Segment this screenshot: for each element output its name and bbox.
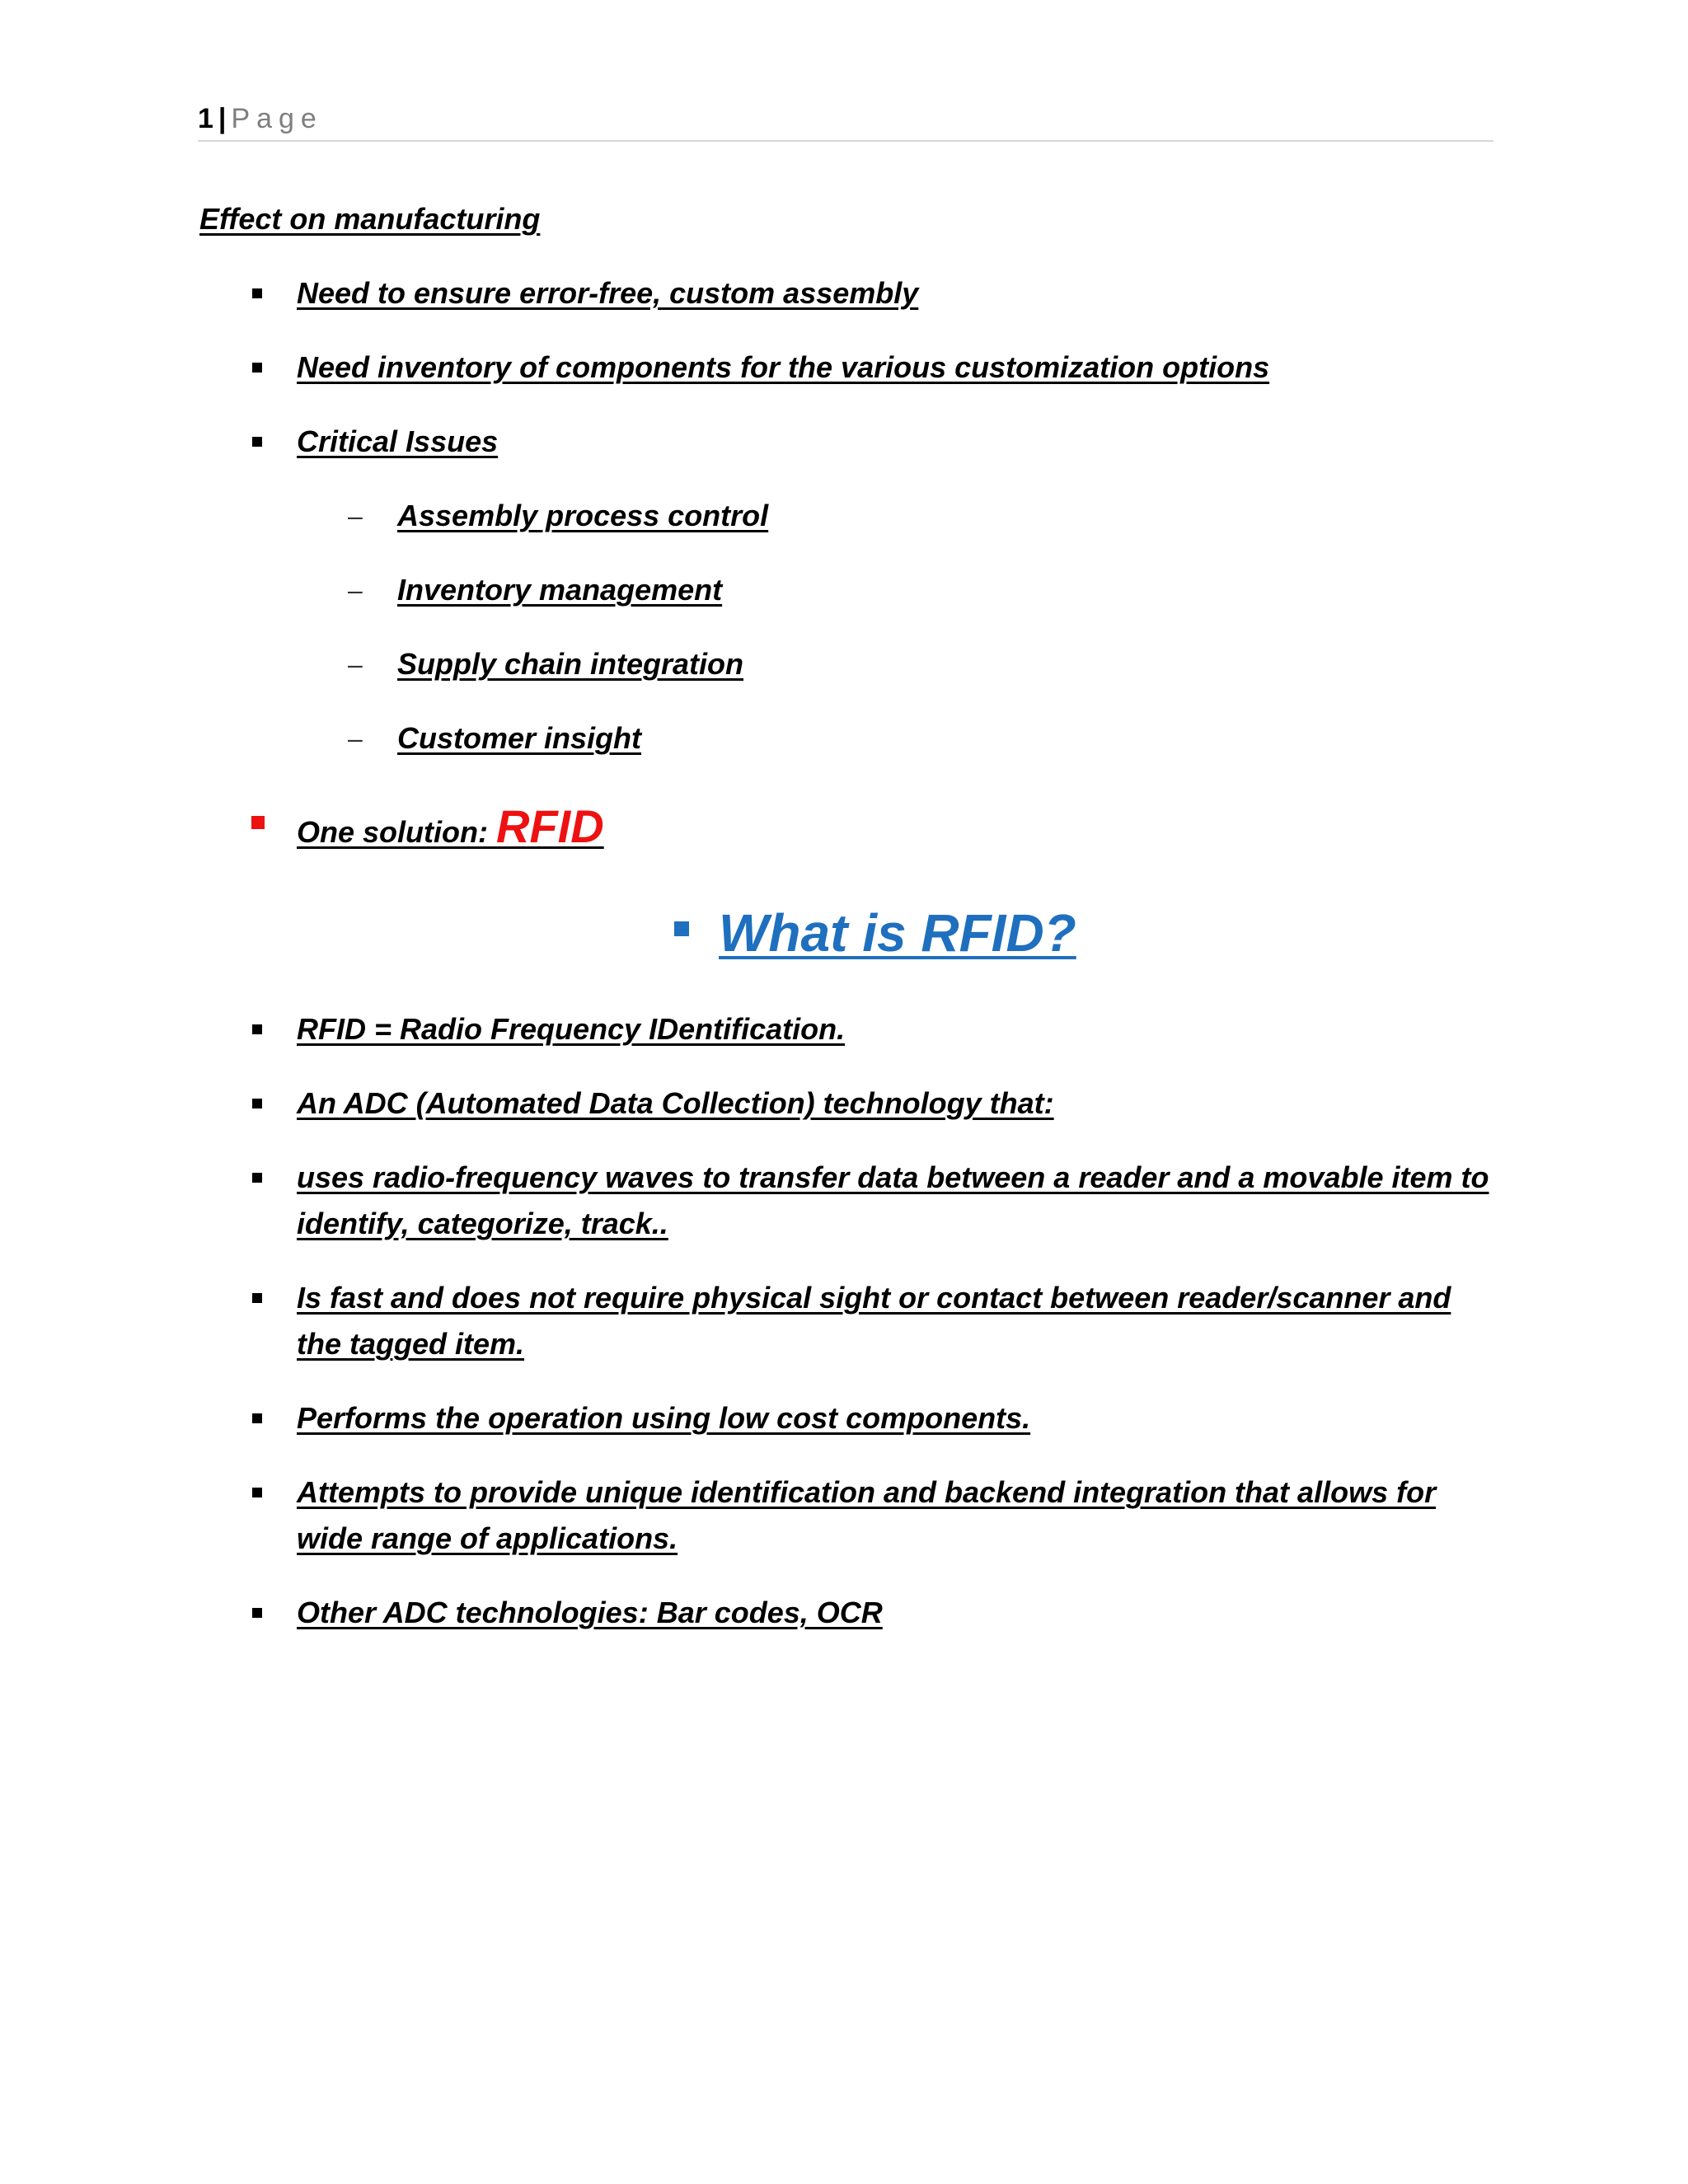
section-title: Effect on manufacturing	[199, 202, 541, 236]
sub-list-item	[348, 567, 1469, 613]
list-item	[297, 1275, 1500, 1367]
dash-bullet-icon: –	[348, 575, 363, 605]
dash-bullet-icon: –	[348, 724, 363, 753]
rfid-heading-text: What is RFID?	[719, 903, 1076, 963]
blue-square-bullet-icon	[674, 921, 689, 936]
square-bullet-icon	[252, 1608, 262, 1618]
page-number: 1	[198, 103, 213, 134]
sub-list-item-text: Customer insight	[397, 721, 642, 755]
list-item	[297, 270, 1500, 316]
list-item-text: Need inventory of components for the various customization options	[297, 350, 1270, 384]
solution-text	[297, 800, 604, 852]
sub-list-item	[348, 641, 1469, 687]
red-square-bullet-icon	[251, 816, 265, 829]
list-item-text: uses radio-frequency waves to transfer data between a reader and a movable item to identify, categorize, track..	[297, 1160, 1489, 1240]
square-bullet-icon	[252, 1413, 262, 1423]
list-item	[297, 344, 1500, 391]
list-item	[297, 419, 1500, 465]
sub-list-item-text: Assembly process control	[397, 499, 769, 532]
list-item	[297, 1080, 1500, 1127]
sub-list-item	[348, 715, 1469, 762]
list-item-text: Is fast and does not require physical sight or contact between reader/scanner and the tagged item.	[297, 1281, 1451, 1361]
square-bullet-icon	[252, 1024, 262, 1034]
list-item-text: Performs the operation using low cost components.	[297, 1401, 1031, 1435]
list-item	[297, 1395, 1500, 1441]
list-item-text: Need to ensure error-free, custom assembly	[297, 276, 919, 310]
list-item	[297, 1006, 1500, 1052]
solution-item	[297, 798, 1500, 861]
list-item-text: Attempts to provide unique identification and backend integration that allows for wide range of applications.	[297, 1475, 1437, 1555]
square-bullet-icon	[252, 1488, 262, 1497]
list-item-text: An ADC (Automated Data Collection) technology that:	[297, 1086, 1054, 1120]
list-item	[297, 1590, 1500, 1636]
list-item	[297, 1469, 1500, 1562]
list-item-text: Critical Issues	[297, 424, 499, 458]
solution-label: One solution:	[297, 815, 488, 849]
square-bullet-icon	[252, 363, 262, 373]
page-separator: |	[218, 103, 227, 134]
solution-value: RFID	[496, 800, 604, 852]
list-item-text: RFID = Radio Frequency IDentification.	[297, 1012, 846, 1046]
page-label: Page	[231, 103, 323, 134]
dash-bullet-icon: –	[348, 501, 363, 531]
square-bullet-icon	[252, 288, 262, 298]
list-item-text: Other ADC technologies: Bar codes, OCR	[297, 1596, 883, 1629]
square-bullet-icon	[252, 1293, 262, 1303]
square-bullet-icon	[252, 1099, 262, 1108]
square-bullet-icon	[252, 1173, 262, 1183]
sub-list-item	[348, 493, 1469, 539]
sub-list-item-text: Supply chain integration	[397, 647, 744, 681]
dash-bullet-icon: –	[348, 649, 363, 679]
page-header	[198, 97, 1493, 142]
sub-list-item-text: Inventory management	[397, 573, 723, 607]
list-item	[297, 1155, 1500, 1247]
square-bullet-icon	[252, 437, 262, 447]
